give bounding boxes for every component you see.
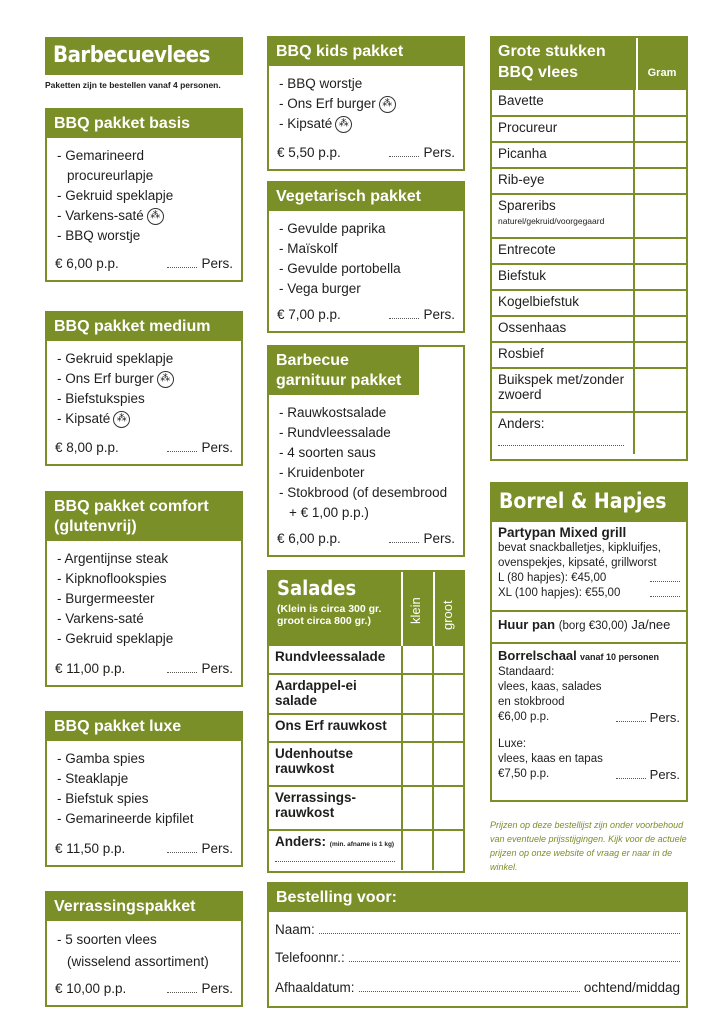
package-comfort bbox=[45, 491, 243, 687]
column-groot: groot bbox=[433, 572, 463, 646]
table-row: Entrecote bbox=[492, 238, 686, 264]
list-item: - Ons Erf burger ⁂ bbox=[57, 369, 231, 389]
list-item: - Stokbrood (of desembrood + € 1,00 p.p.) bbox=[279, 483, 453, 523]
price-row bbox=[55, 981, 233, 996]
table-row: Spareribs naturel/gekruid/voorgegaard bbox=[492, 194, 686, 238]
list-item: - Kipsaté ⁂ bbox=[57, 409, 231, 429]
list-item: - Kipknoflookspies bbox=[57, 569, 231, 589]
list-item: (wisselend assortiment) bbox=[67, 954, 209, 969]
table-row: Kogelbiefstuk bbox=[492, 290, 686, 316]
persons-label: Pers. bbox=[423, 531, 455, 546]
package-items bbox=[269, 395, 463, 523]
table-row: Udenhoutse rauwkost bbox=[269, 742, 463, 786]
list-item: - Gemarineerde kipfilet bbox=[57, 809, 231, 829]
package-items bbox=[47, 541, 241, 649]
persons-label: Pers. bbox=[423, 307, 455, 322]
persons-label: Pers. bbox=[201, 981, 233, 996]
table-row: Ossenhaas bbox=[492, 316, 686, 342]
bestelling-form bbox=[267, 882, 688, 1008]
price: € 7,00 p.p. bbox=[277, 307, 341, 322]
grote-stukken-table bbox=[490, 36, 688, 461]
list-item: - Maïskolf bbox=[279, 239, 453, 259]
package-items bbox=[47, 741, 241, 829]
package-garnituur bbox=[267, 345, 465, 557]
price-row bbox=[55, 256, 233, 271]
table-row: Rundvleessalade bbox=[269, 646, 463, 674]
package-title: Vegetarisch pakket bbox=[269, 183, 463, 211]
price-row bbox=[55, 841, 233, 856]
package-items bbox=[269, 211, 463, 299]
barbecuevlees-title: Barbecuevlees bbox=[53, 43, 210, 68]
price: € 11,00 p.p. bbox=[55, 661, 126, 676]
persons-label: Pers. bbox=[201, 440, 233, 455]
price: € 11,50 p.p. bbox=[55, 841, 126, 856]
list-item: - BBQ worstje bbox=[279, 74, 453, 94]
column-gram: Gram bbox=[636, 38, 686, 90]
grain-icon: ⁂ bbox=[335, 116, 352, 133]
salades-table bbox=[267, 570, 465, 873]
list-item: - Biefstuk spies bbox=[57, 789, 231, 809]
package-luxe bbox=[45, 711, 243, 867]
table-row: Bavette bbox=[492, 90, 686, 116]
package-title: BBQ kids pakket bbox=[269, 38, 463, 66]
naam-field[interactable]: Naam: bbox=[275, 922, 680, 937]
grain-icon: ⁂ bbox=[379, 96, 396, 113]
grain-icon: ⁂ bbox=[113, 411, 130, 428]
partypan-section: Partypan Mixed grill bevat snackballetjes, kipkluifjes, ovenspekjes, kipsaté, grillworst L (80 hapjes): €45,00 XL (100 hapjes): €55,00 bbox=[492, 522, 686, 612]
list-item: - Gemarineerd procureurlapje bbox=[57, 146, 231, 186]
price: € 5,50 p.p. bbox=[277, 145, 341, 160]
persons-input[interactable] bbox=[167, 663, 197, 673]
list-item: - 5 soorten vlees bbox=[57, 929, 231, 951]
price-row bbox=[55, 440, 233, 455]
list-item: - Gevulde portobella bbox=[279, 259, 453, 279]
list-item: - Ons Erf burger ⁂ bbox=[279, 94, 453, 114]
package-items bbox=[47, 138, 241, 246]
barbecuevlees-subtitle: Paketten zijn te bestellen vanaf 4 personen. bbox=[45, 80, 221, 90]
package-verrassing bbox=[45, 891, 243, 1007]
price: € 10,00 p.p. bbox=[55, 981, 127, 996]
grain-icon: ⁂ bbox=[157, 371, 174, 388]
table-row: Verrassings-rauwkost bbox=[269, 786, 463, 830]
list-item: - Argentijnse steak bbox=[57, 549, 231, 569]
salades-note: (Klein is circa 300 gr. bbox=[277, 603, 382, 615]
persons-input[interactable] bbox=[389, 309, 419, 319]
price: € 8,00 p.p. bbox=[55, 440, 119, 455]
bestelling-title: Bestelling voor: bbox=[269, 884, 686, 912]
list-item: - 4 soorten saus bbox=[279, 443, 453, 463]
salades-note: groot circa 800 gr.) bbox=[277, 615, 371, 627]
column-klein: klein bbox=[401, 572, 433, 646]
table-row: Rosbief bbox=[492, 342, 686, 368]
list-item: - Gekruid speklapje bbox=[57, 186, 231, 206]
list-item: - Varkens-saté bbox=[57, 609, 231, 629]
persons-input[interactable] bbox=[167, 258, 197, 268]
grote-header: Grote stukken BBQ vlees bbox=[492, 38, 636, 90]
persons-label: Pers. bbox=[201, 661, 233, 676]
list-item: - Gamba spies bbox=[57, 749, 231, 769]
list-item: - Burgermeester bbox=[57, 589, 231, 609]
list-item: - Varkens-saté ⁂ bbox=[57, 206, 231, 226]
persons-input[interactable] bbox=[167, 442, 197, 452]
grain-icon: ⁂ bbox=[147, 208, 164, 225]
table-row: Rib-eye bbox=[492, 168, 686, 194]
borrelschaal-section: Borrelschaal vanaf 10 personen Standaard: vlees, kaas, salades en stokbrood €6,00 p.p. Pers. Luxe: vlees, kaas en tapas €7,50 p.p. Pers. bbox=[498, 648, 680, 782]
package-vegetarisch bbox=[267, 181, 465, 333]
salades-header bbox=[269, 572, 401, 646]
list-item: - Gekruid speklapje bbox=[57, 349, 231, 369]
price-row bbox=[55, 661, 233, 676]
persons-input[interactable] bbox=[167, 843, 197, 853]
package-items bbox=[47, 341, 241, 429]
package-title: BBQ pakket luxe bbox=[47, 713, 241, 741]
package-title: Barbecue garnituur pakket bbox=[269, 347, 419, 395]
list-item: - Biefstukspies bbox=[57, 389, 231, 409]
barbecuevlees-header bbox=[45, 37, 243, 75]
persons-label: Pers. bbox=[201, 256, 233, 271]
price: € 6,00 p.p. bbox=[277, 531, 341, 546]
package-medium bbox=[45, 311, 243, 466]
price-row bbox=[277, 145, 455, 160]
list-item: - Steaklapje bbox=[57, 769, 231, 789]
package-basis bbox=[45, 108, 243, 282]
afhaaldatum-field[interactable]: Afhaaldatum: ochtend/middag bbox=[275, 980, 680, 995]
list-item: - Kipsaté ⁂ bbox=[279, 114, 453, 134]
package-title: BBQ pakket basis bbox=[47, 110, 241, 138]
table-row: Procureur bbox=[492, 116, 686, 142]
borrel-title: Borrel & Hapjes bbox=[499, 489, 667, 513]
price-row bbox=[277, 531, 455, 546]
package-kids bbox=[267, 36, 465, 171]
table-row: Anders: bbox=[492, 412, 686, 454]
table-row: Picanha bbox=[492, 142, 686, 168]
list-item: - Rauwkostsalade bbox=[279, 403, 453, 423]
huurpan-section: Huur pan (borg €30,00) Ja/nee bbox=[492, 612, 686, 644]
list-item: - Gevulde paprika bbox=[279, 219, 453, 239]
table-row: Ons Erf rauwkost bbox=[269, 714, 463, 742]
persons-label: Pers. bbox=[201, 841, 233, 856]
package-items bbox=[47, 921, 241, 973]
price-row bbox=[277, 307, 455, 322]
table-row: Aardappel-ei salade bbox=[269, 674, 463, 714]
borrel-header bbox=[492, 484, 686, 522]
package-items bbox=[269, 66, 463, 134]
borrel-hapjes bbox=[490, 482, 688, 802]
telefoon-field[interactable]: Telefoonnr.: bbox=[275, 950, 680, 965]
table-row: Anders: (min. afname is 1 kg) bbox=[269, 830, 463, 870]
salades-title: Salades bbox=[277, 576, 357, 600]
package-title: BBQ pakket medium bbox=[47, 313, 241, 341]
list-item: - BBQ worstje bbox=[57, 226, 231, 246]
package-title: BBQ pakket comfort (glutenvrij) bbox=[47, 493, 241, 541]
list-item: - Rundvleessalade bbox=[279, 423, 453, 443]
list-item: - Kruidenboter bbox=[279, 463, 453, 483]
persons-input[interactable] bbox=[389, 533, 419, 543]
table-row: Buikspek met/zonder zwoerd bbox=[492, 368, 686, 412]
list-item: - Vega burger bbox=[279, 279, 453, 299]
price: € 6,00 p.p. bbox=[55, 256, 119, 271]
list-item: - Gekruid speklapje bbox=[57, 629, 231, 649]
table-row: Biefstuk bbox=[492, 264, 686, 290]
persons-input[interactable] bbox=[167, 983, 197, 993]
persons-label: Pers. bbox=[423, 145, 455, 160]
package-title: Verrassingspakket bbox=[47, 893, 241, 921]
disclaimer: Prijzen op deze bestellijst zijn onder voorbehoud van eventuele prijsstijgingen. Kijk voor de actuele prijzen op onze website of vraag er naar in de winkel. bbox=[490, 820, 687, 872]
persons-input[interactable] bbox=[389, 147, 419, 157]
